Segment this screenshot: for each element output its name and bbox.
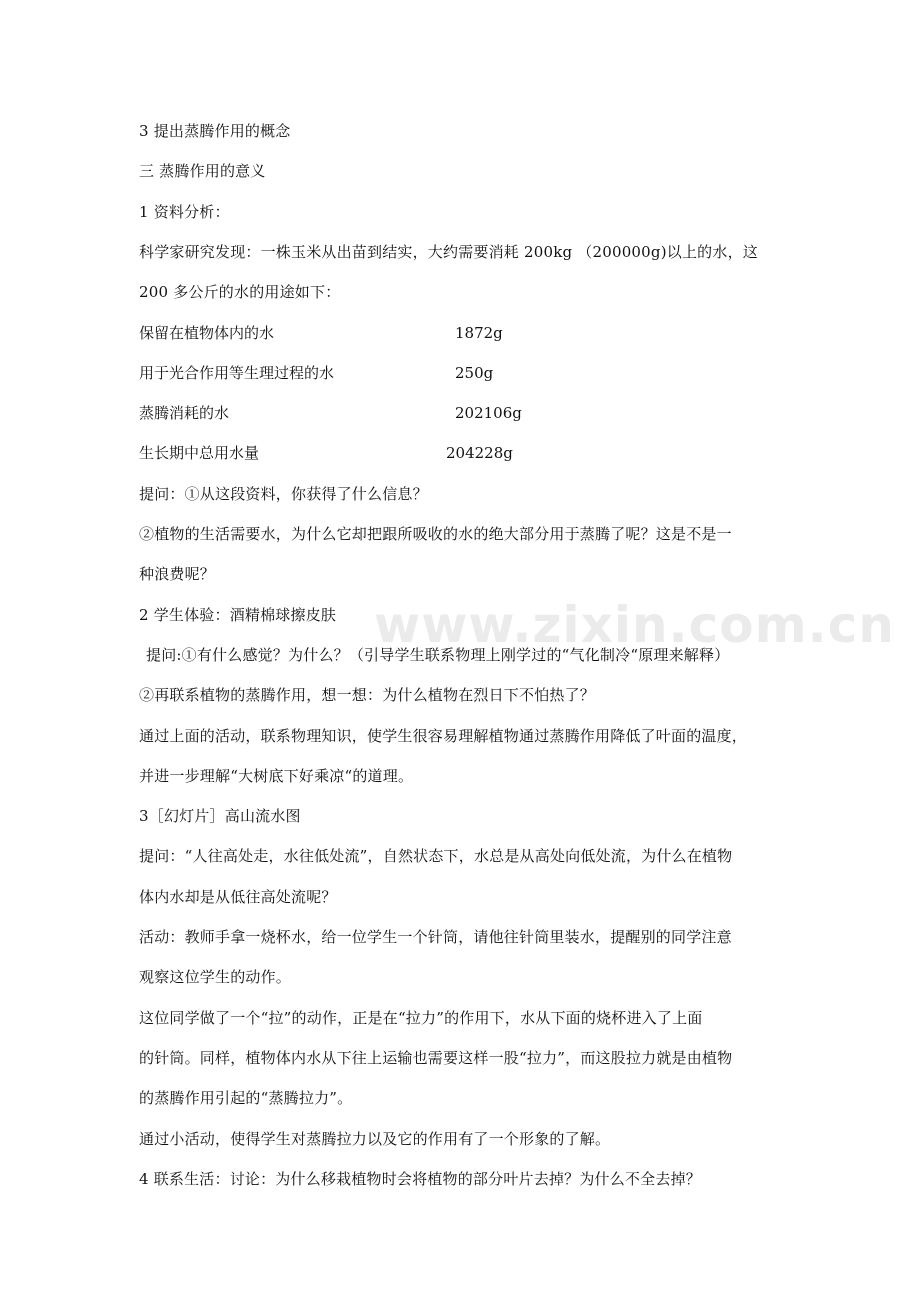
row-value: 204228g xyxy=(446,444,513,462)
text-line: 种浪费呢？ xyxy=(139,565,216,583)
watermark: www.zixin.com.cn xyxy=(374,596,895,654)
text-line: 的针筒。同样，植物体内水从下往上运输也需要这样一股“拉力”，而这股拉力就是由植物 xyxy=(139,1049,733,1067)
text-line: 的蒸腾作用引起的“蒸腾拉力”。 xyxy=(139,1089,353,1107)
text-line: 通过上面的活动，联系物理知识，使学生很容易理解植物通过蒸腾作用降低了叶面的温度， xyxy=(139,727,748,745)
text-line: 活动：教师手拿一烧杯水，给一位学生一个针筒，请他往针筒里装水，提醒别的同学注意 xyxy=(139,928,732,946)
text-line: 2 学生体验：酒精棉球擦皮肤 xyxy=(139,606,337,624)
row-value: 250g xyxy=(455,364,494,382)
text-line: ②再联系植物的蒸腾作用，想一想：为什么植物在烈日下不怕热了？ xyxy=(139,686,596,704)
text-line: 3［幻灯片］高山流水图 xyxy=(139,807,301,825)
text-line: 提问:①有什么感觉？为什么？（引导学生联系物理上刚学过的“气化制冷“原理来解释） xyxy=(146,646,730,664)
text-line: 观察这位学生的动作。 xyxy=(139,968,292,986)
row-label: 蒸腾消耗的水 xyxy=(139,404,230,422)
row-label: 生长期中总用水量 xyxy=(139,444,260,462)
text-line: 3 提出蒸腾作用的概念 xyxy=(139,122,291,140)
text-line: 并进一步理解“大树底下好乘凉“的道理。 xyxy=(139,767,414,785)
text-line: 200 多公斤的水的用途如下： xyxy=(139,283,341,301)
text-line: 三 蒸腾作用的意义 xyxy=(139,162,266,180)
text-line: 提问：“人往高处走，水往低处流”，自然状态下，水总是从高处向低处流，为什么在植物 xyxy=(139,847,733,865)
row-value: 1872g xyxy=(455,324,503,342)
text-line: 通过小活动，使得学生对蒸腾拉力以及它的作用有了一个形象的了解。 xyxy=(139,1130,611,1148)
text-line: 体内水却是从低往高处流呢？ xyxy=(139,888,337,906)
text-line: 科学家研究发现：一株玉米从出苗到结实，大约需要消耗 200kg （200000g)以上的水，这 xyxy=(139,243,758,261)
row-value: 202106g xyxy=(455,404,522,422)
text-line: 这位同学做了一个“拉”的动作，正是在“拉力”的作用下，水从下面的烧杯进入了上面 xyxy=(139,1009,703,1027)
row-label: 保留在植物体内的水 xyxy=(139,324,275,342)
text-line: ②植物的生活需要水，为什么它却把跟所吸收的水的绝大部分用于蒸腾了呢？这是不是一 xyxy=(139,525,732,543)
row-label: 用于光合作用等生理过程的水 xyxy=(139,364,335,382)
text-line: 1 资料分析： xyxy=(139,203,230,221)
text-line: 提问：①从这段资料，你获得了什么信息？ xyxy=(139,485,428,503)
text-line: 4 联系生活：讨论：为什么移栽植物时会将植物的部分叶片去掉？为什么不全去掉？ xyxy=(139,1170,701,1188)
